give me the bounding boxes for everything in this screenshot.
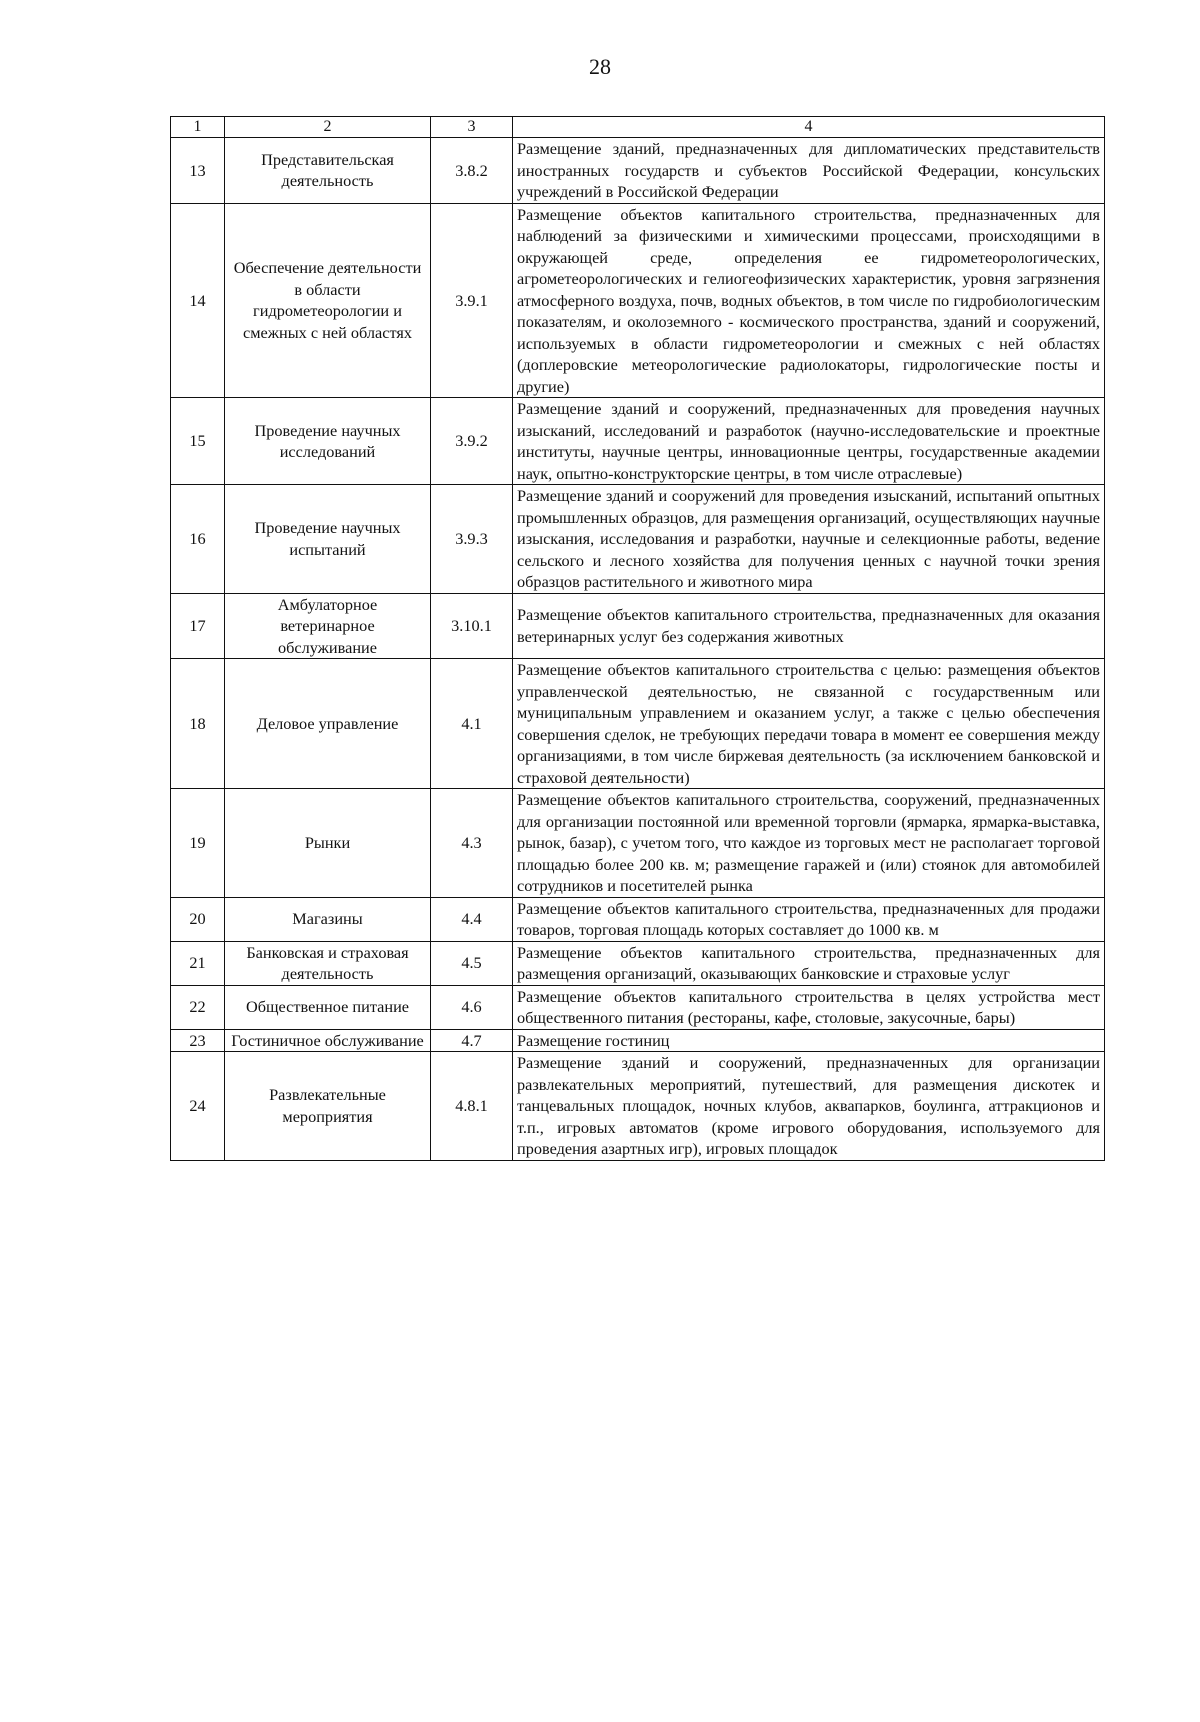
use-type-code: 4.5 (431, 941, 513, 985)
land-use-table (170, 116, 1105, 1161)
use-type-description: Размещение объектов капитального строительства, сооружений, предназначенных для организации постоянной или временной торговли (ярмарка, ярмарка-выставка, рынок, базар), с учетом того, что каждое из торговых мест не располагает торговой площадью более 200 кв. м; размещение гаражей и (или) стоянок для автомобилей сотрудников и посетителей рынка (513, 789, 1105, 898)
use-type-name: Рынки (225, 789, 431, 898)
header-cell: 2 (225, 117, 431, 138)
use-type-name: Представительская деятельность (225, 138, 431, 204)
use-type-description: Размещение объектов капитального строительства с целью: размещения объектов управленческой деятельностью, не связанной с государственным или муниципальным управлением и оказанием услуг, а также с целью обеспечения совершения сделок, не требующих передачи товара в момент ее совершения между организациями, в том числе биржевая деятельность (за исключением банковской и страховой деятельности) (513, 659, 1105, 789)
row-number: 24 (171, 1052, 225, 1161)
row-number: 23 (171, 1029, 225, 1052)
use-type-code: 3.10.1 (431, 593, 513, 659)
use-type-code: 4.1 (431, 659, 513, 789)
use-type-code: 3.8.2 (431, 138, 513, 204)
use-type-name: Деловое управление (225, 659, 431, 789)
use-type-name: Амбулаторное ветеринарное обслуживание (225, 593, 431, 659)
row-number: 14 (171, 203, 225, 398)
use-type-code: 3.9.1 (431, 203, 513, 398)
table-row (171, 897, 1105, 941)
table-row (171, 985, 1105, 1029)
page-number: 28 (589, 54, 611, 79)
use-type-description: Размещение зданий и сооружений, предназначенных для проведения научных изысканий, исследований и разработок (научно-исследовательские и проектные институты, научные центры, инновационные центры, государственные академии наук, опытно-конструкторские центры, в том числе отраслевые) (513, 398, 1105, 485)
row-number: 20 (171, 897, 225, 941)
use-type-description: Размещение объектов капитального строительства в целях устройства мест общественного питания (рестораны, кафе, столовые, закусочные, бары) (513, 985, 1105, 1029)
use-type-code: 4.4 (431, 897, 513, 941)
use-type-code: 3.9.2 (431, 398, 513, 485)
use-type-description: Размещение объектов капитального строительства, предназначенных для размещения организаций, оказывающих банковские и страховые услуг (513, 941, 1105, 985)
row-number: 15 (171, 398, 225, 485)
use-type-name: Обеспечение деятельности в области гидрометеорологии и смежных с ней областях (225, 203, 431, 398)
table-row (171, 398, 1105, 485)
row-number: 13 (171, 138, 225, 204)
use-type-code: 3.9.3 (431, 485, 513, 594)
table-header-row (171, 117, 1105, 138)
use-type-name: Банковская и страховая деятельность (225, 941, 431, 985)
row-number: 17 (171, 593, 225, 659)
use-type-description: Размещение гостиниц (513, 1029, 1105, 1052)
row-number: 21 (171, 941, 225, 985)
header-cell: 4 (513, 117, 1105, 138)
table-row (171, 485, 1105, 594)
use-type-name: Проведение научных исследований (225, 398, 431, 485)
use-type-description: Размещение объектов капитального строительства, предназначенных для продажи товаров, торговая площадь которых составляет до 1000 кв. м (513, 897, 1105, 941)
header-cell: 3 (431, 117, 513, 138)
row-number: 19 (171, 789, 225, 898)
use-type-code: 4.6 (431, 985, 513, 1029)
use-type-description: Размещение объектов капитального строительства, предназначенных для оказания ветеринарных услуг без содержания животных (513, 593, 1105, 659)
use-type-name: Развлекательные мероприятия (225, 1052, 431, 1161)
use-type-description: Размещение зданий и сооружений для проведения изысканий, испытаний опытных промышленных образцов, для размещения организаций, осуществляющих научные изыскания, исследования и разработки, научные и селекционные работы, ведение сельского и лесного хозяйства для получения ценных с научной точки зрения образцов растительного и животного мира (513, 485, 1105, 594)
use-type-description: Размещение объектов капитального строительства, предназначенных для наблюдений за физическими и химическими процессами, происходящими в окружающей среде, определения ее гидрометеорологических, агрометеорологических и гелиогеофизических характеристик, уровня загрязнения атмосферного воздуха, почв, водных объектов, в том числе по гидробиологическим показателям, и околоземного - космического пространства, зданий и сооружений, используемых в области гидрометеорологии и смежных с ней областях (доплеровские метеорологические радиолокаторы, гидрологические посты и другие) (513, 203, 1105, 398)
table-row (171, 941, 1105, 985)
table-row (171, 789, 1105, 898)
table-row (171, 593, 1105, 659)
table-row (171, 659, 1105, 789)
use-type-name: Гостиничное обслуживание (225, 1029, 431, 1052)
use-type-description: Размещение зданий и сооружений, предназначенных для организации развлекательных мероприятий, путешествий, для размещения дискотек и танцевальных площадок, ночных клубов, аквапарков, боулинга, аттракционов и т.п., игровых автоматов (кроме игрового оборудования, используемого для проведения азартных игр), игровых площадок (513, 1052, 1105, 1161)
table-row (171, 138, 1105, 204)
use-type-code: 4.7 (431, 1029, 513, 1052)
row-number: 16 (171, 485, 225, 594)
use-type-code: 4.8.1 (431, 1052, 513, 1161)
use-type-description: Размещение зданий, предназначенных для дипломатических представительств иностранных государств и субъектов Российской Федерации, консульских учреждений в Российской Федерации (513, 138, 1105, 204)
use-type-name: Магазины (225, 897, 431, 941)
use-type-name: Проведение научных испытаний (225, 485, 431, 594)
use-type-code: 4.3 (431, 789, 513, 898)
use-type-name: Общественное питание (225, 985, 431, 1029)
row-number: 18 (171, 659, 225, 789)
header-cell: 1 (171, 117, 225, 138)
table-row (171, 203, 1105, 398)
row-number: 22 (171, 985, 225, 1029)
table-row (171, 1029, 1105, 1052)
table-row (171, 1052, 1105, 1161)
